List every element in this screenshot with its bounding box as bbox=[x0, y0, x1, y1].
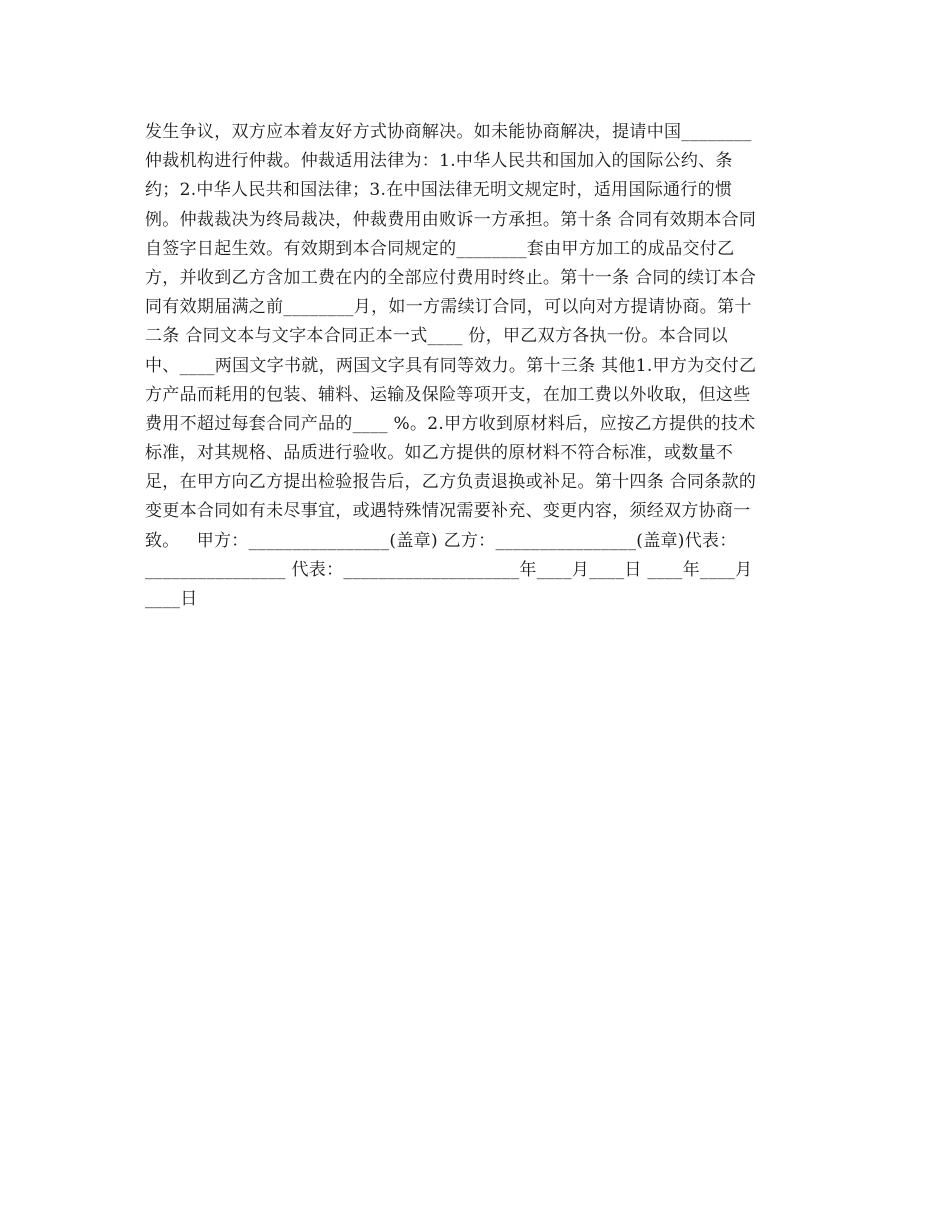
contract-text-block bbox=[145, 118, 815, 614]
text-line-4: 例。仲裁裁决为终局裁决，仲裁费用由败诉一方承担。第十条 合同有效期本合同 bbox=[145, 209, 757, 230]
text-line-14: 变更本合同如有未尽事宜，或遇特殊情况需要补充、变更内容，须经双方协商一 bbox=[145, 501, 751, 522]
text-line-13: 足，在甲方向乙方提出检验报告后，乙方负责退换或补足。第十四条 合同条款的 bbox=[145, 472, 757, 493]
signature-line-day: ____日 bbox=[145, 589, 198, 609]
text-line-5: 自签字日起生效。有效期到本合同规定的________套由甲方加工的成品交付乙 bbox=[145, 238, 735, 259]
signature-line-parties: 致。 甲方：________________(盖章) 乙方：________________(盖章)代表： bbox=[145, 530, 737, 551]
text-line-11: 费用不超过每套合同产品的____ %。2.甲方收到原材料后，应按乙方提供的技术 bbox=[145, 413, 756, 434]
text-line-1: 发生争议，双方应本着友好方式协商解决。如未能协商解决，提请中国________ bbox=[145, 122, 752, 142]
text-line-7: 同有效期届满之前________月，如一方需续订合同，可以向对方提请协商。第十 bbox=[145, 297, 752, 318]
text-line-8: 二条 合同文本与文字本合同正本一式____ 份，甲乙双方各执一份。本合同以 bbox=[145, 326, 728, 347]
text-line-2: 仲裁机构进行仲裁。仲裁适用法律为：1.中华人民共和国加入的国际公约、条 bbox=[145, 151, 733, 172]
text-line-9: 中、____两国文字书就，两国文字具有同等效力。第十三条 其他1.甲方为交付乙 bbox=[145, 355, 757, 376]
text-line-12: 标准，对其规格、品质进行验收。如乙方提供的原材料不符合标准，或数量不 bbox=[145, 443, 734, 464]
text-line-6: 方，并收到乙方含加工费在内的全部应付费用时终止。第十一条 合同的续订本合 bbox=[145, 267, 757, 288]
signature-line-dates: ________________ 代表：____________________年____月____日 ____年____月 bbox=[145, 559, 753, 580]
text-line-3: 约；2.中华人民共和国法律；3.在中国法律无明文规定时，适用国际通行的惯 bbox=[145, 180, 733, 201]
text-line-10: 方产品而耗用的包装、辅料、运输及保险等项开支，在加工费以外收取，但这些 bbox=[145, 384, 751, 405]
